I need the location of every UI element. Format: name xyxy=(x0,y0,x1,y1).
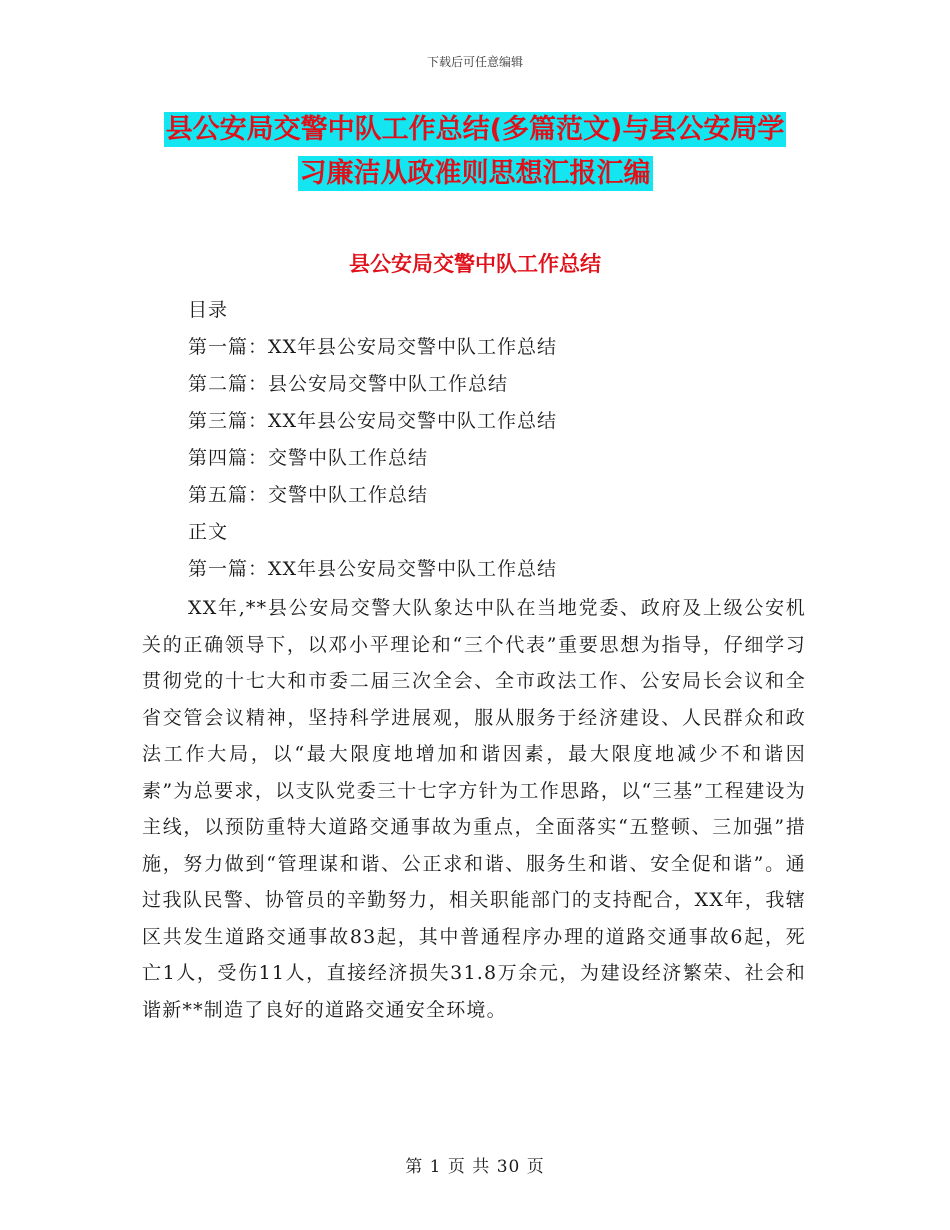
title-line-1: 县公安局交警中队工作总结(多篇范文)与县公安局学 xyxy=(165,114,785,145)
section-title: 县公安局交警中队工作总结 xyxy=(349,252,601,276)
toc-item: 第四篇：交警中队工作总结 xyxy=(188,447,429,469)
table-of-contents xyxy=(188,292,828,588)
toc-item: 第二篇：县公安局交警中队工作总结 xyxy=(188,373,509,395)
page-header-note: 下载后可任意编辑 xyxy=(426,55,523,69)
body-paragraph: XX年,**县公安局交警大队象达中队在当地党委、政府及上级公安机关的正确领导下，以邓小平理论和“三个代表”重要思想为指导，仔细学习贯彻党的十七大和市委二届三次全会、全市政法工作、公安局长会议和全省交管会议精神，坚持科学进展观，服从服务于经济建设、人民群众和政法工作大局，以“最大限度地增加和谐因素，最大限度地减少不和谐因素”为总要求，以支队党委三十七字方针为工作思路，以“三基”工程建设为主线，以预防重特大道路交通事故为重点，全面落实“五整顿、三加强”措施，努力做到“管理谋和谐、公正求和谐、服务生和谐、安全促和谐”。通过我队民警、协管员的辛勤努力，相关职能部门的支持配合，XX年，我辖区共发生道路交通事故83起，其中普通程序办理的道路交通事故6起，死亡1人，受伤11人，直接经济损失31.8万余元，为建设经济繁荣、社会和谐新**制造了良好的道路交通安全环境。 xyxy=(142,597,806,1021)
toc-heading: 目录 xyxy=(188,299,229,321)
toc-item: 第三篇：XX年县公安局交警中队工作总结 xyxy=(188,410,558,432)
toc-item: 第一篇：XX年县公安局交警中队工作总结 xyxy=(188,336,558,358)
toc-item: 第五篇：交警中队工作总结 xyxy=(188,484,429,506)
page-number: 第 1 页 共 30 页 xyxy=(405,1157,545,1177)
body-heading: 正文 xyxy=(188,521,229,543)
document-title xyxy=(0,108,950,196)
title-line-2: 习廉洁从政准则思想汇报汇编 xyxy=(299,158,651,189)
chapter-heading: 第一篇：XX年县公安局交警中队工作总结 xyxy=(188,558,558,580)
